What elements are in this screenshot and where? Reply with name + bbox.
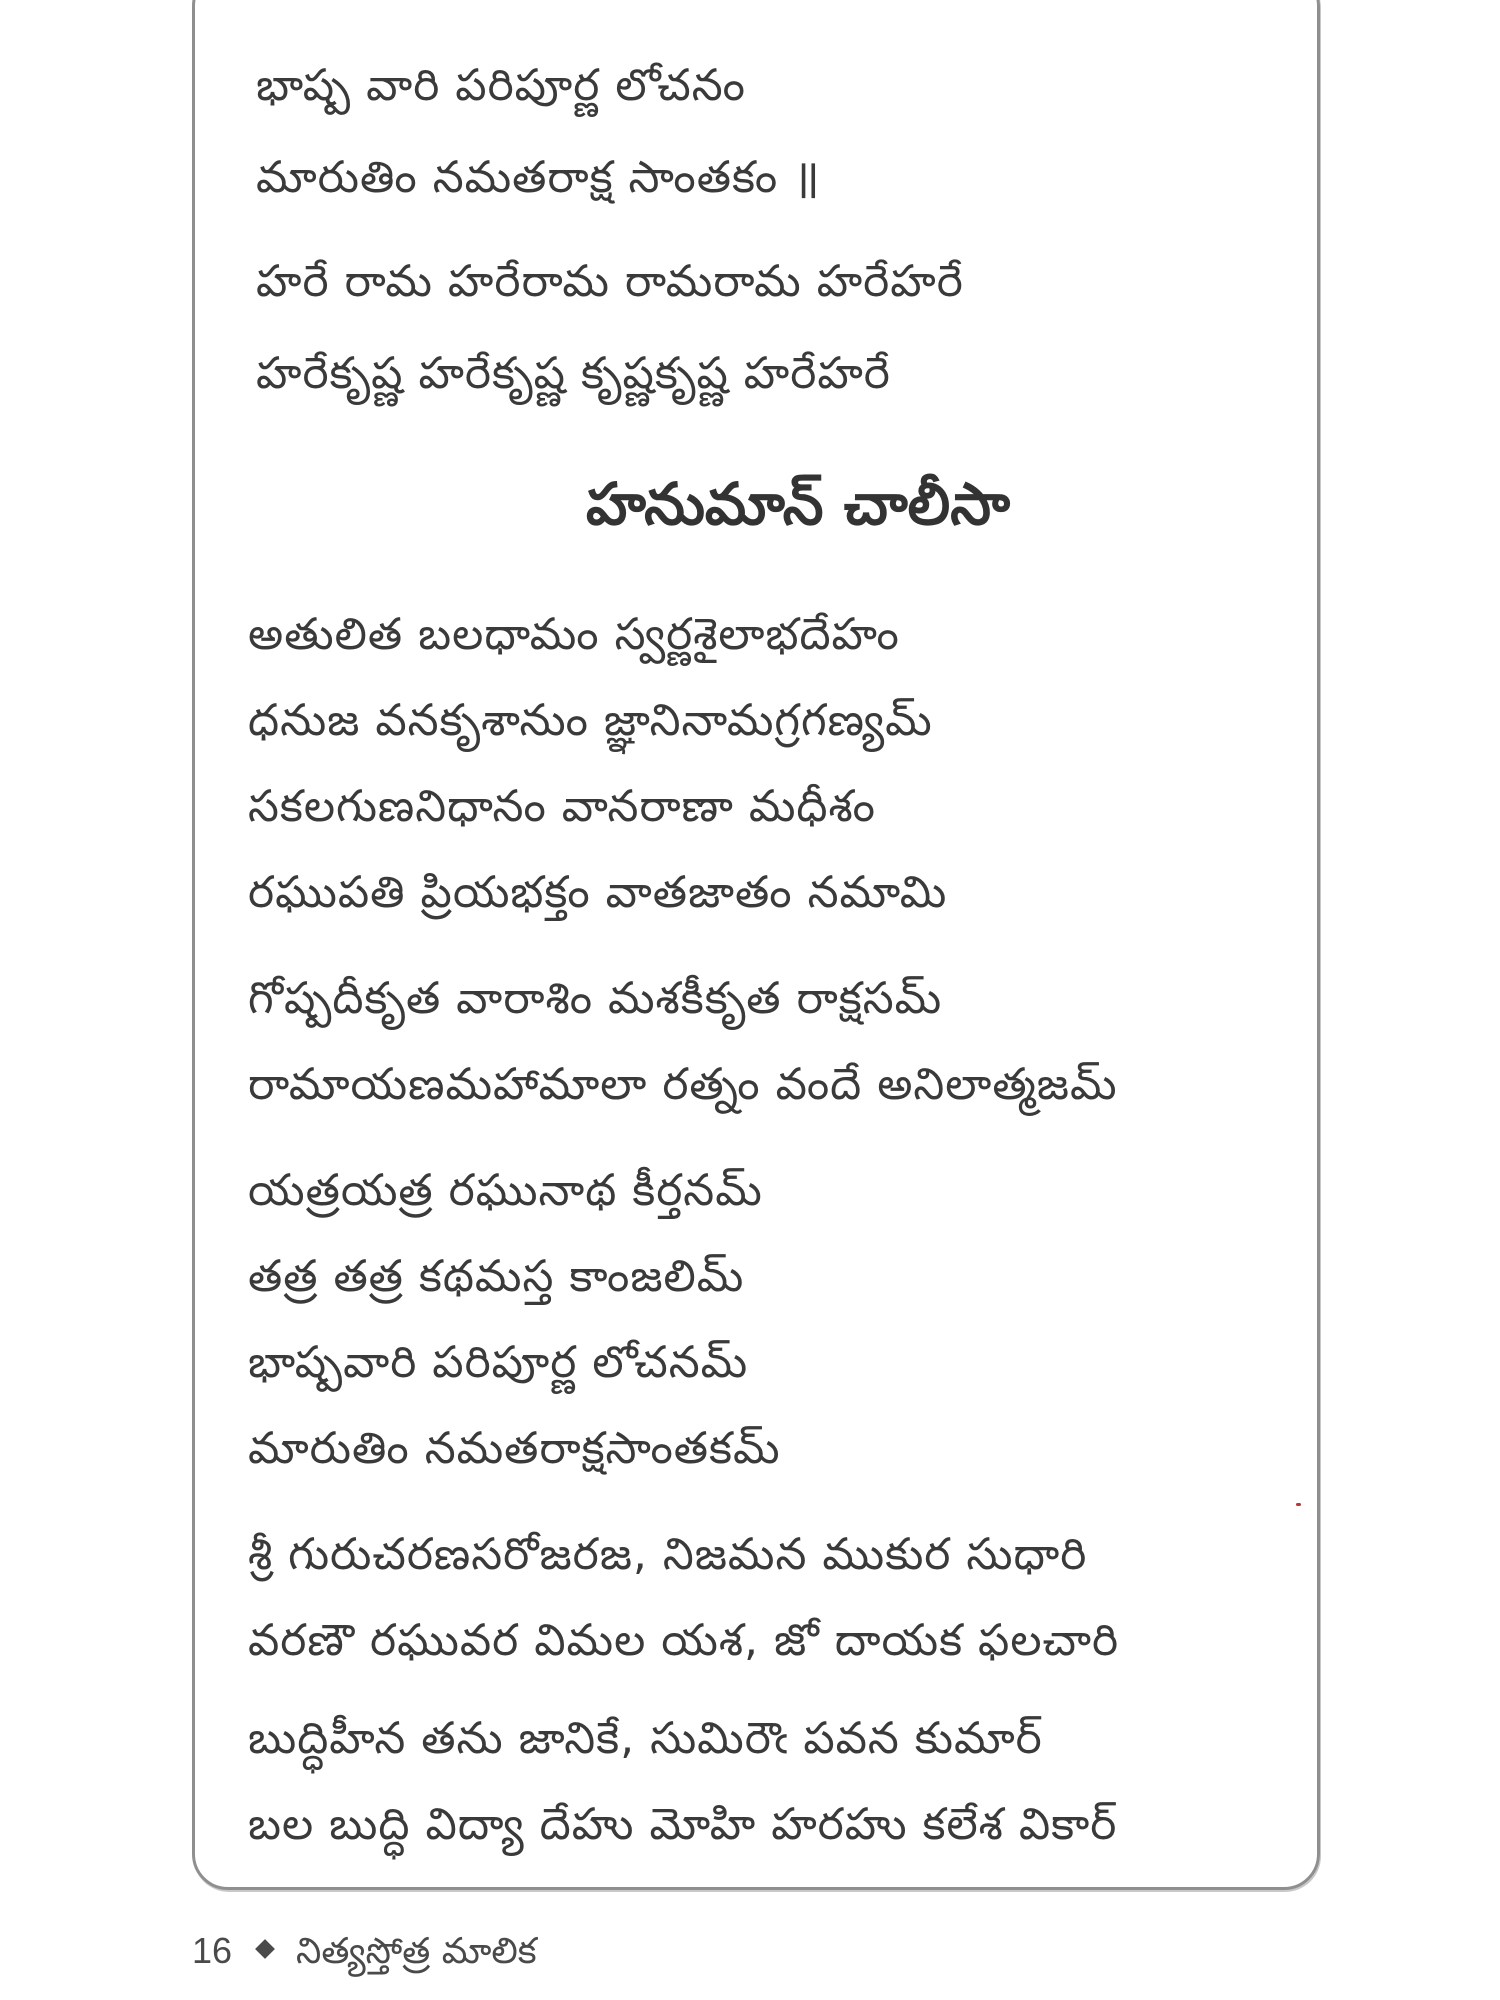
verse-line: భాష్పవారి పరిపూర్ణ లోచనమ్	[248, 1337, 749, 1388]
verse-line: రఘుపతి ప్రియభక్తం వాతజాతం నమామి	[248, 867, 948, 918]
verse-stanza	[256, 236, 1288, 420]
page-content	[248, 40, 1288, 1868]
verse-line: ధనుజ వనకృశానుం జ్ఞానినామగ్రగణ్యమ్	[248, 695, 933, 746]
book-title: నిత్యస్తోత్ర మాలిక	[296, 1931, 537, 1972]
diamond-icon	[255, 1939, 275, 1959]
page-footer	[192, 1930, 537, 1981]
verse-line: హరేకృష్ణ హరేకృష్ణ కృష్ణకృష్ణ హరేహరే	[256, 348, 891, 399]
verse-stanza	[248, 592, 1288, 936]
verse-line: యత్రయత్ర రఘునాథ కీర్తనమ్	[248, 1165, 763, 1216]
verse-line: వరణౌ రఘువర విమల యశ, జో దాయక ఫలచారి	[248, 1615, 1120, 1666]
ink-speck	[1296, 1503, 1301, 1506]
section-title: హనుమాన్ చాలీసా	[586, 470, 1010, 538]
verse-line: బుద్ధిహీన తను జానికే, సుమిరౌఁ పవన కుమార్	[248, 1713, 1043, 1764]
verse-line: బల బుద్ధి విద్యా దేహు మోహి హరహు కలేశ వికార్	[248, 1799, 1118, 1850]
verse-stanza	[248, 956, 1288, 1128]
verse-line: గోష్పదీకృత వారాశిం మశకీకృత రాక్షసమ్	[248, 973, 943, 1024]
verse-line: భాష్ప వారి పరిపూర్ణ లోచనం	[256, 60, 746, 111]
verse-stanza	[248, 1696, 1288, 1868]
verse-line: మారుతిం నమతరాక్ష సాంతకం ॥	[256, 152, 821, 203]
verse-line: తత్ర తత్ర కథమస్త కాంజలిమ్	[248, 1251, 745, 1302]
verse-line: రామాయణమహామాలా రత్నం వందే అనిలాత్మజమ్	[248, 1059, 1118, 1110]
verse-line: అతులిత బలధామం స్వర్ణశైలాభదేహం	[248, 609, 900, 660]
verse-stanza	[248, 1512, 1288, 1684]
verse-stanza	[256, 40, 1288, 224]
verse-line: సకలగుణనిధానం వానరాణా మధీశం	[248, 781, 876, 832]
page-number: 16	[192, 1930, 233, 1971]
verse-line: హరే రామ హరేరామ రామరామ హరేహరే	[256, 256, 964, 307]
verse-line: శ్రీ గురుచరణసరోజరజ, నిజమన ముకుర సుధారి	[248, 1529, 1088, 1580]
verse-line: మారుతిం నమతరాక్షసాంతకమ్	[248, 1423, 781, 1474]
verse-stanza	[248, 1148, 1288, 1492]
